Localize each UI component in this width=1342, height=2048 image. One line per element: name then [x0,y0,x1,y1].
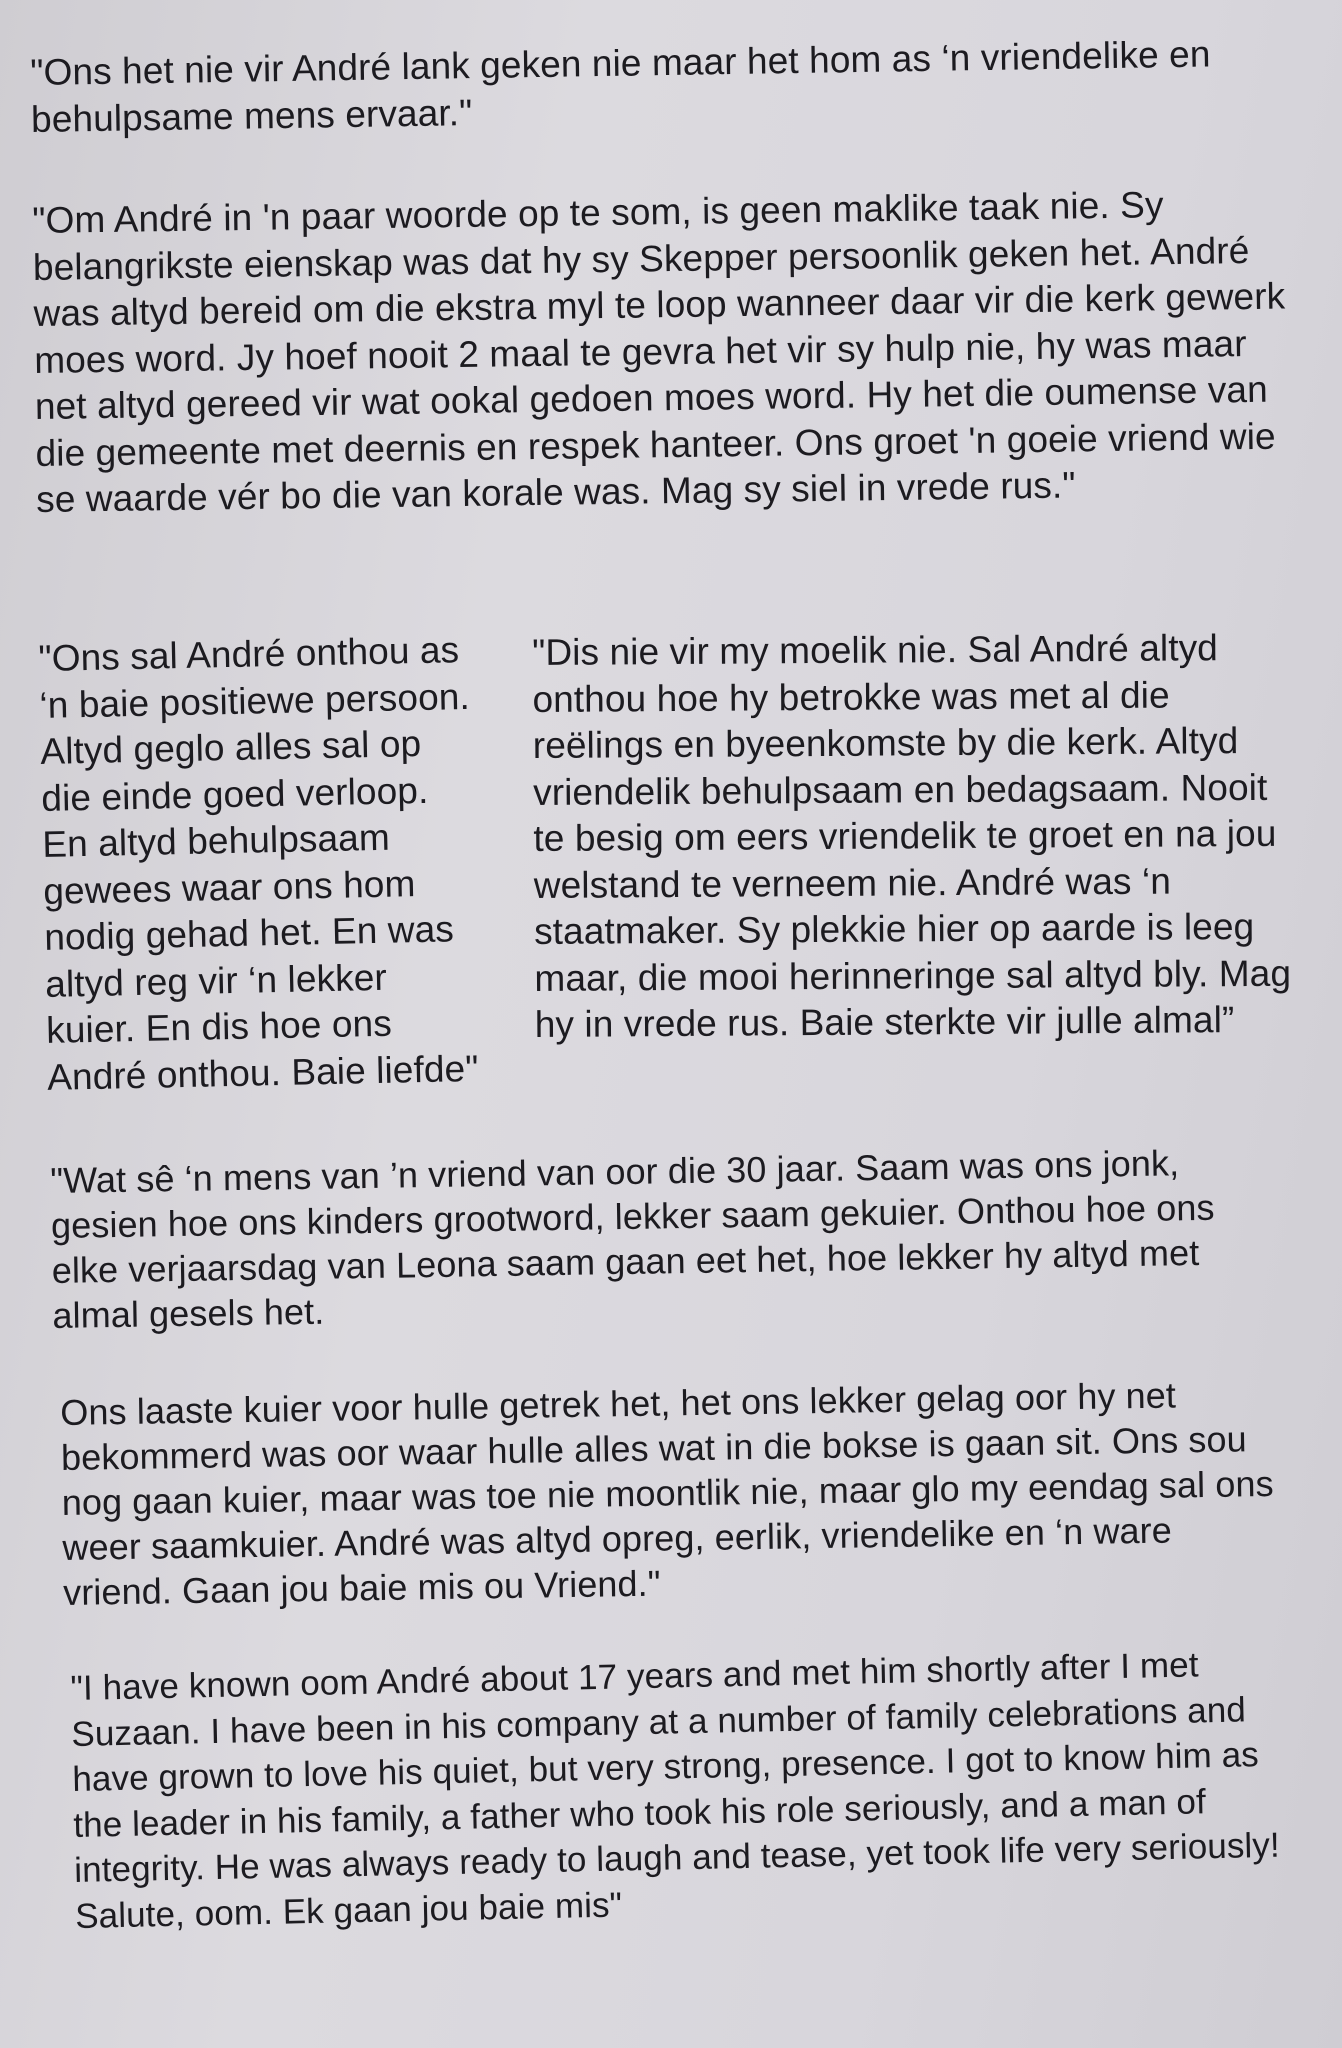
tribute-text-4: "Dis nie vir my moelik nie. Sal André altyd onthou hoe hy betrokke was met al die reëlings en byeenkomste by die kerk. Altyd vriendelik behulpsaam en bedagsaam. Nooit te besig om eers vriendelik te groet en na jou welstand te verneem nie. André was ‘n staatmaker. Sy plekkie hier op aarde is leeg maar, die mooi herinneringe sal altyd bly. Mag hy in vrede rus. Baie sterkte vir julle almal” [532,627,1292,1045]
tribute-text-5: "Wat sê ‘n mens van ’n vriend van oor die 30 jaar. Saam was ons jonk, gesien hoe ons kinders grootword, lekker saam gekuier. Onthou hoe ons elke verjaarsdag van Leona saam gaan eet het, hoe lekker hy altyd met almal gesels het. [50,1142,1215,1336]
tribute-paragraph-4-right-column [532,625,1295,1049]
tribute-paragraph-5 [50,1139,1291,1338]
tribute-closing-line: Salute, oom. Ek gaan jou baie mis" [74,1884,623,1936]
tribute-paragraph-6 [60,1371,1289,1615]
tribute-paragraph-3-left-column [38,627,480,1101]
tribute-text-6: Ons laaste kuier voor hulle getrek het, het ons lekker gelag oor hy net bekommerd was oor waar hulle alles wat in die bokse is gaan sit. Ons sou nog gaan kuier, maar was toe nie moontlik nie, maar glo my eendag sal ons weer saamkuier. André was altyd opreg, eerlik, vriendelike en ‘n ware vriend. Gaan jou baie mis ou Vriend." [60,1374,1274,1613]
tribute-text-1: "Ons het nie vir André lank geken nie maar het hom as ‘n vriendelike en behulpsame mens ervaar." [30,33,1211,140]
tribute-paragraph-2 [32,180,1299,523]
tribute-text-2: "Om André in 'n paar woorde op te som, is geen maklike taak nie. Sy belangrikste eienskap was dat hy sy Skepper persoonlik geken het. André was altyd bereid om die ekstra myl te loop wanneer daar vir die kerk gewerk moes word. Jy hoef nooit 2 maal te gevra het vir sy hulp nie, hy was maar net altyd gereed vir wat ookal gedoen moes word. Hy het die oumense van die gemeente met deernis en respek hanteer. Ons groet 'n goeie vriend wie se waarde vér bo die van korale was. Mag sy siel in vrede rus." [32,184,1286,520]
tribute-text-3: "Ons sal André onthou as ‘n baie positiewe persoon. Altyd geglo alles sal op die einde goed verloop. En altyd behulpsaam gewees waar ons hom nodig gehad het. En was altyd reg vir ‘n lekker kuier. En dis hoe ons André onthou. Baie liefde" [38,629,479,1098]
tribute-paragraph-1 [30,30,1296,143]
tribute-paragraph-7 [70,1641,1291,1939]
tribute-text-7: "I have known oom André about 17 years and met him shortly after I met Suzaan. I have been in his company at a number of family celebrations and have grown to love his quiet, but very strong, presence. I got to know him as the leader in his family, a father who took his role seriously, and a man of integrity. He was always ready to laugh and tease, yet took life very seriously! [70,1645,1281,1890]
